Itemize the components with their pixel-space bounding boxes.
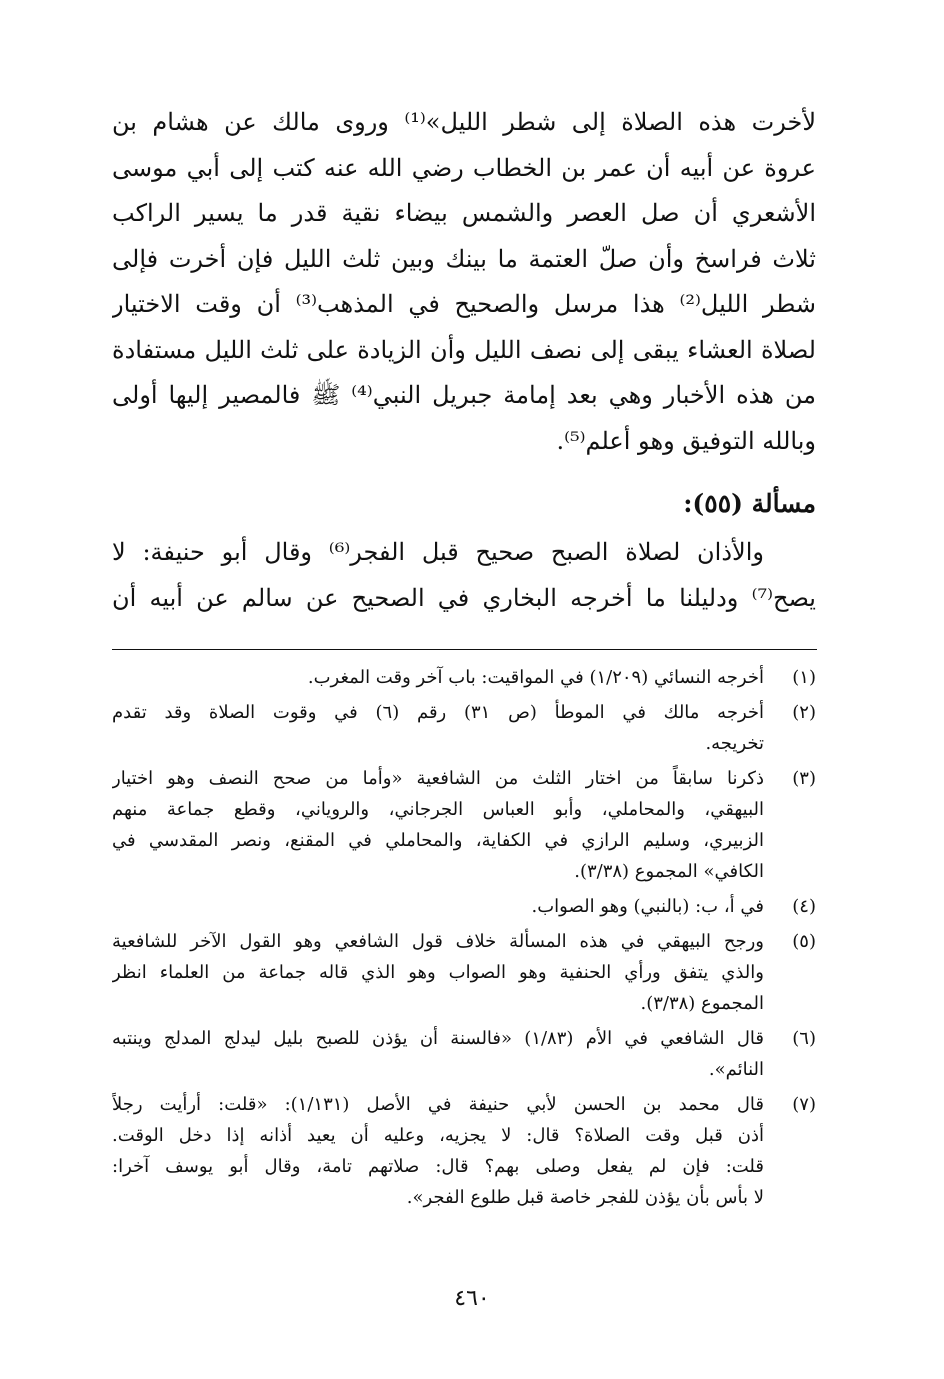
footnote-line: في أ، ب: (بالنبي) وهو الصواب. xyxy=(531,896,764,917)
footnote-line: أخرجه النسائي (١/٢٠٩) في المواقيت: باب آخر وقت المغرب. xyxy=(307,667,764,688)
footnote-line: والذي يتفق ورأي الحنفية وهو الصواب وهو الذي قاله جماعة من العلماء انظر xyxy=(112,962,764,983)
footnote-5 xyxy=(112,926,816,1019)
footnote-2 xyxy=(112,697,816,759)
footnote-number: (٢) xyxy=(792,702,816,723)
issue-paragraph xyxy=(112,530,816,621)
footnote-number: (٤) xyxy=(792,896,816,917)
footnote-line: ورجح البيهقي في هذه المسألة خلاف قول الشافعي وهو القول الآخر للشافعية xyxy=(112,931,764,952)
footnote-line: قال الشافعي في الأم (١/٨٣) «فالسنة أن يؤذن للصبح بليل ليدلج المدلج وينتبه xyxy=(112,1028,764,1049)
footnote-line: أذن قبل وقت الصلاة؟ قال: لا يجزيه، وعليه أن يعيد أذانه إذا دخل الوقت. xyxy=(112,1125,764,1146)
footnote-number: (١) xyxy=(792,667,816,688)
footnote-line: المجموع (٣/٣٨). xyxy=(640,993,764,1014)
footnote-line: النائم». xyxy=(708,1059,764,1080)
text-line: يصح⁽⁷⁾ ودليلنا ما أخرجه البخاري في الصحيح عن سالم عن أبيه أن xyxy=(112,583,816,612)
text-line: والأذان لصلاة الصبح صحيح قبل الفجر⁽⁶⁾ وقال أبو حنيفة: لا xyxy=(112,538,764,566)
footnote-6 xyxy=(112,1023,816,1085)
footnote-number: (٧) xyxy=(792,1094,816,1115)
footnote-number: (٦) xyxy=(792,1028,816,1049)
footnote-line: أخرجه مالك في الموطأ (ص ٣١) رقم (٦) في وقوت الصلاة وقد تقدم xyxy=(112,702,764,723)
footnote-number: (٥) xyxy=(792,931,816,952)
footnote-line: الكافي» المجموع (٣/٣٨). xyxy=(574,861,764,882)
footnote-line: قال محمد بن الحسن لأبي حنيفة في الأصل (١/١٣١): «قلت: أرأيت رجلاً xyxy=(112,1094,764,1115)
page-number: ٤٦٠ xyxy=(454,1286,490,1311)
footnote-7 xyxy=(112,1089,816,1213)
text-line: من هذه الأخبار وهي بعد إمامة جبريل النبي⁽⁴⁾ ﷺ فالمصير إليها أولى xyxy=(112,381,816,409)
text-line: لصلاة العشاء يبقى إلى نصف الليل وأن الزيادة على ثلث الليل مستفادة xyxy=(112,335,816,364)
issue-heading: مسألة (٥٥): xyxy=(683,489,816,518)
text-line: لأخرت هذه الصلاة إلى شطر الليل»⁽¹⁾ وروى مالك عن هشام بن xyxy=(112,108,816,136)
main-paragraph xyxy=(112,100,816,464)
text-line: ثلاث فراسخ وأن صلّ العتمة ما بينك وبين ثلث الليل فإن أخرت فإلى xyxy=(112,244,816,273)
text-line: وبالله التوفيق وهو أعلم⁽⁵⁾. xyxy=(556,426,816,455)
footnotes xyxy=(112,662,816,1217)
footnote-3 xyxy=(112,763,816,887)
footnote-line: لا بأس بأن يؤذن للفجر خاصة قبل طلوع الفجر». xyxy=(406,1187,764,1208)
text-line: شطر الليل⁽²⁾ هذا مرسل والصحيح في المذهب⁽³⁾ أن وقت الاختيار xyxy=(112,290,816,318)
text-line: عروة عن أبيه أن عمر بن الخطاب رضي الله عنه كتب إلى أبي موسى xyxy=(112,153,816,182)
footnote-1 xyxy=(112,662,816,693)
footnote-line: ذكرنا سابقاً من اختار الثلث من الشافعية «وأما من صحح النصف وهو اختيار xyxy=(112,768,764,789)
footnote-4 xyxy=(112,891,816,922)
footnote-divider xyxy=(112,649,817,650)
footnote-line: البيهقي، والمحاملي، وأبو العباس الجرجاني، والروياني، وقطع جماعة منهم xyxy=(112,799,764,820)
footnote-number: (٣) xyxy=(792,768,816,789)
footnote-line: الزبيري، وسليم الرازي في الكفاية، والمحاملي في المقنع، ونصر المقدسي في xyxy=(112,830,764,851)
footnote-line: تخريجه. xyxy=(705,733,764,754)
text-line: الأشعري أن صل العصر والشمس بيضاء نقية قدر ما يسير الراكب xyxy=(112,199,816,227)
footnote-line: قلت: فإن لم يفعل وصلى بهم؟ قال: صلاتهم تامة، وقال أبو يوسف آخرا: xyxy=(112,1156,764,1177)
